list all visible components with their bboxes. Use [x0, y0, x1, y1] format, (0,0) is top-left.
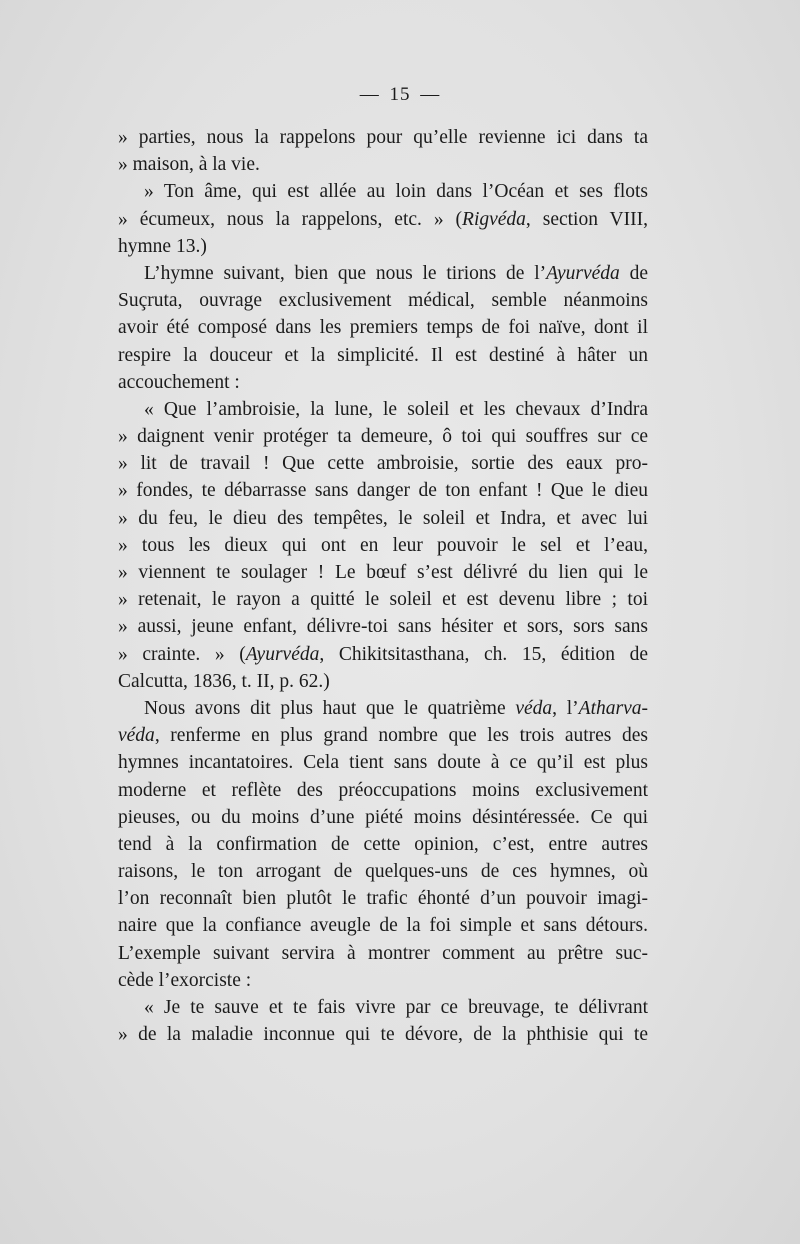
text-line: » écumeux, nous la rappelons, etc. » (Rigvéda, section VIII,	[118, 208, 648, 230]
text-line: hymne 13.)	[118, 235, 207, 257]
text-line: » viennent te soulager ! Le bœuf s’est délivré du lien qui le	[118, 562, 648, 583]
text-line: « Que l’ambroisie, la lune, le soleil et les chevaux d’Indra	[144, 398, 648, 420]
text-line: l’on reconnaît bien plutôt le trafic éhonté d’un pouvoir imagi-	[118, 888, 648, 910]
text-line: » du feu, le dieu des tempêtes, le soleil et Indra, et avec lui	[118, 507, 648, 529]
text-line: cède l’exorciste :	[118, 969, 252, 991]
text-line: » daignent venir protéger ta demeure, ô toi qui souffres sur ce	[118, 426, 648, 448]
body-text	[118, 124, 648, 1048]
page-number: — 15 —	[359, 84, 441, 105]
text-line: pieuses, ou du moins d’une piété moins désintéressée. Ce qui	[118, 806, 648, 828]
text-line: moderne et reflète des préoccupations moins exclusivement	[118, 779, 648, 801]
text-line: accouchement :	[118, 371, 240, 393]
text-line: L’exemple suivant servira à montrer comment au prêtre suc-	[118, 942, 648, 964]
text-line: hymnes incantatoires. Cela tient sans doute à ce qu’il est plus	[118, 752, 648, 774]
text-line: » tous les dieux qui ont en leur pouvoir le sel et l’eau,	[118, 534, 648, 556]
text-line: » parties, nous la rappelons pour qu’elle revienne ici dans ta	[118, 127, 648, 148]
text-line: » aussi, jeune enfant, délivre-toi sans hésiter et sors, sors sans	[118, 616, 648, 638]
text-line: Calcutta, 1836, t. II, p. 62.)	[118, 670, 330, 692]
text-line: Suçruta, ouvrage exclusivement médical, semble néanmoins	[118, 290, 648, 312]
text-line: » crainte. » (Ayurvéda, Chikitsitasthana, ch. 15, édition de	[118, 643, 648, 665]
text-line: » lit de travail ! Que cette ambroisie, sortie des eaux pro-	[118, 453, 648, 475]
text-line: » retenait, le rayon a quitté le soleil et est devenu libre ; toi	[118, 589, 648, 611]
text-line: » maison, à la vie.	[118, 154, 260, 176]
text-line: » fondes, te débarrasse sans danger de ton enfant ! Que le dieu	[118, 480, 648, 502]
text-line: avoir été composé dans les premiers temps de foi naïve, dont il	[118, 317, 648, 339]
text-line: respire la douceur et la simplicité. Il est destiné à hâter un	[118, 344, 648, 366]
text-line: raisons, le ton arrogant de quelques-uns de ces hymnes, où	[118, 861, 648, 883]
text-line: L’hymne suivant, bien que nous le tirions de l’Ayurvéda de	[144, 262, 648, 284]
text-line: « Je te sauve et te fais vivre par ce breuvage, te délivrant	[144, 997, 648, 1018]
text-line: Nous avons dit plus haut que le quatrième véda, l’Atharva-	[144, 697, 648, 719]
text-line: tend à la confirmation de cette opinion, c’est, entre autres	[118, 833, 648, 855]
text-line: naire que la confiance aveugle de la foi simple et sans détours.	[118, 915, 648, 937]
text-line: » de la maladie inconnue qui te dévore, de la phthisie qui te	[118, 1024, 648, 1046]
text-line: véda, renferme en plus grand nombre que les trois autres des	[118, 725, 648, 747]
text-line: » Ton âme, qui est allée au loin dans l’Océan et ses flots	[144, 181, 648, 203]
